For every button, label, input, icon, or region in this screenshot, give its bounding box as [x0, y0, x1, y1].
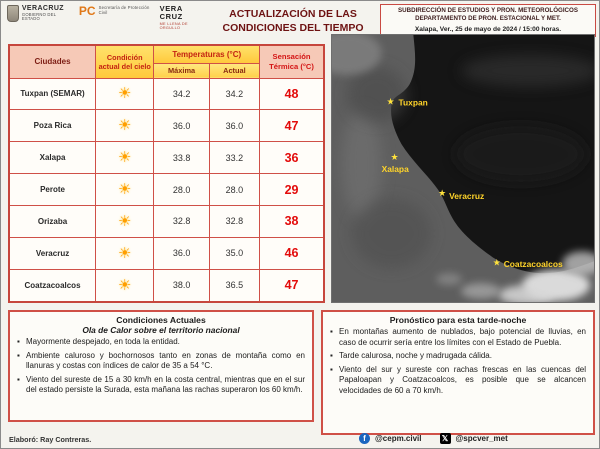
sky-condition-cell [96, 269, 154, 302]
actual-temp: 36.0 [209, 110, 259, 142]
logo-veracruz-gov [7, 5, 70, 22]
author-credit: Elaboró: Ray Contreras. [9, 435, 92, 444]
actual-temp: 35.0 [209, 237, 259, 269]
col-header-maxima: Máxima [154, 63, 209, 78]
forecast-list [330, 327, 586, 396]
city-name: Coatzacoalcos [9, 269, 96, 302]
terrain-shade [347, 67, 407, 123]
facebook-handle-link[interactable]: @cepm.civil [375, 434, 422, 443]
sun-icon: ☀ [118, 244, 132, 262]
city-name: Perote [9, 174, 96, 206]
logo-pc-subtitle: Secretaría de Protección Civil [98, 5, 150, 15]
current-conditions-box [8, 310, 314, 422]
actual-temp: 33.2 [209, 142, 259, 174]
max-temp: 32.8 [154, 206, 209, 238]
sun-icon: ☀ [118, 276, 132, 294]
page-title-line2: CONDICIONES DEL TIEMPO [222, 22, 364, 35]
actual-temp: 32.8 [209, 206, 259, 238]
max-temp: 38.0 [154, 269, 209, 302]
sky-condition-cell [96, 237, 154, 269]
terrain-shade [352, 199, 431, 268]
max-temp: 33.8 [154, 142, 209, 174]
weather-table [8, 44, 325, 303]
logo-veracruz-subtitle: GOBIERNO DEL ESTADO [21, 11, 56, 22]
city-name: Tuxpan (SEMAR) [9, 78, 96, 110]
sun-icon: ☀ [118, 212, 132, 230]
sky-condition-cell [96, 78, 154, 110]
logo-brand-title: VERA CRUZ [159, 4, 183, 22]
cloud-patch [436, 273, 462, 285]
col-header-sensacion: Sensación Térmica (°C) [260, 45, 324, 78]
col-header-condicion: Condición actual del cielo [96, 45, 154, 78]
cloud-patch [461, 283, 501, 299]
sky-condition-cell [96, 206, 154, 238]
office-line1: SUBDIRECCIÓN DE ESTUDIOS Y PRON. METEOROLÓGICOS [398, 7, 578, 14]
sun-icon: ☀ [118, 117, 132, 135]
sky-condition-cell [96, 142, 154, 174]
table-row [9, 206, 324, 238]
col-header-ciudades: Ciudades [9, 45, 96, 78]
sky-condition-cell [96, 174, 154, 206]
city-star-tuxpan: ★ [386, 96, 395, 107]
feels-like: 48 [260, 78, 324, 110]
current-conditions-subtitle: Ola de Calor sobre el territorio nacional [82, 325, 240, 335]
col-header-actual: Actual [209, 63, 259, 78]
feels-like: 46 [260, 237, 324, 269]
social-links [359, 433, 508, 444]
current-conditions-list [17, 337, 305, 396]
forecast-box [321, 310, 595, 435]
actual-temp: 28.0 [209, 174, 259, 206]
actual-temp: 34.2 [209, 78, 259, 110]
sun-icon: ☀ [118, 85, 132, 103]
facebook-icon: f [359, 433, 370, 444]
logo-veracruz-brand [160, 5, 205, 30]
office-line2: DEPARTAMENTO DE PRON. ESTACIONAL Y MET. [415, 15, 561, 23]
city-name: Poza Rica [9, 110, 96, 142]
sun-icon: ☀ [118, 181, 132, 199]
city-name: Xalapa [9, 142, 96, 174]
current-conditions-title: Condiciones Actuales [116, 315, 206, 325]
feels-like: 36 [260, 142, 324, 174]
page-title-line1: ACTUALIZACIÓN DE LAS [229, 8, 357, 20]
forecast-title: Pronóstico para esta tarde-noche [389, 315, 527, 325]
cloud-veil [461, 55, 594, 87]
sea-texture [456, 126, 585, 182]
table-row [9, 174, 324, 206]
bullet-item: ▪ Viento del sureste de 15 a 30 km/h en la costa central, mientras que en el sur del estado persiste la Surada, esta mañana las rachas superaron los 60 km/h. [17, 375, 305, 396]
max-temp: 36.0 [154, 110, 209, 142]
satellite-map [332, 35, 594, 302]
map-label-veracruz: Veracruz [449, 190, 485, 201]
actual-temp: 36.5 [209, 269, 259, 302]
twitter-handle-link[interactable]: @spcver_met [455, 434, 508, 443]
veracruz-coat-of-arms-icon [7, 5, 19, 22]
table-row [9, 78, 324, 110]
satellite-map-panel [331, 34, 595, 303]
city-name: Orizaba [9, 206, 96, 238]
city-star-xalapa: ★ [390, 152, 399, 163]
page-title [205, 7, 381, 35]
map-label-xalapa: Xalapa [381, 163, 409, 174]
max-temp: 28.0 [154, 174, 209, 206]
city-name: Veracruz [9, 237, 96, 269]
table-row [9, 142, 324, 174]
map-label-tuxpan: Tuxpan [398, 97, 428, 108]
logo-proteccion-civil [79, 5, 151, 17]
city-star-veracruz: ★ [438, 187, 447, 198]
logo-strip [7, 5, 205, 41]
sun-icon: ☀ [118, 149, 132, 167]
bullet-item: ▪ Mayormente despejado, en toda la entidad. [17, 337, 305, 348]
feels-like: 47 [260, 110, 324, 142]
bullet-item: ▪ Tarde calurosa, noche y madrugada cálida. [330, 351, 586, 362]
max-temp: 34.2 [154, 78, 209, 110]
twitter-x-icon: 𝕏 [440, 433, 451, 444]
city-star-coatzacoalcos: ★ [492, 257, 501, 268]
feels-like: 47 [260, 269, 324, 302]
bullet-item: ▪ Ambiente caluroso y bochornosos tanto en zonas de montaña como en llanuras y costas con índices de calor de 35 a 54 °C. [17, 351, 305, 372]
table-row [9, 237, 324, 269]
logo-brand-subtitle: ME LLENA DE ORGULLO [159, 21, 188, 30]
logo-veracruz-title: VERACRUZ [21, 5, 64, 13]
table-row [9, 269, 324, 302]
feels-like: 38 [260, 206, 324, 238]
bullet-item: ▪ En montañas aumento de nublados, bajo potencial de lluvias, en caso de ocurrir sería entre los límites con el Estado de Puebla. [330, 327, 586, 348]
col-header-temperaturas: Temperaturas (°C) [154, 45, 260, 63]
office-info-box [380, 4, 596, 37]
max-temp: 36.0 [154, 237, 209, 269]
office-date-line: Xalapa, Ver., 25 de mayo de 2024 / 15:00 horas. [414, 25, 562, 33]
sky-condition-cell [96, 110, 154, 142]
map-label-coatzacoalcos: Coatzacoalcos [503, 259, 563, 270]
feels-like: 29 [260, 174, 324, 206]
table-row [9, 110, 324, 142]
bullet-item: ▪ Viento del sur y sureste con rachas frescas en las cuencas del Papaloapan y Coatzacoalcos, es posible que se alcancen velocidades de 60 a 70 km/h. [330, 365, 586, 397]
pc-logo-icon: PC [78, 4, 96, 18]
